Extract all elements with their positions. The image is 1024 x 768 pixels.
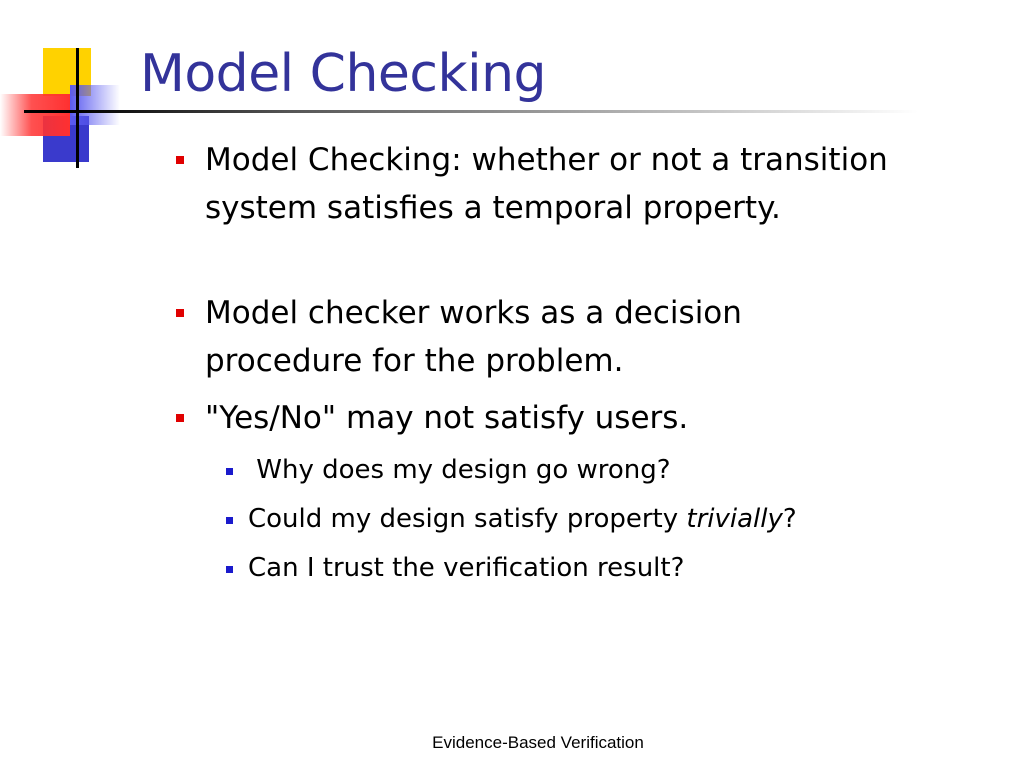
sub-bullet-text: Can I trust the verification result?	[248, 553, 685, 583]
square-bullet-icon	[176, 156, 184, 164]
emphasis-text: trivially	[686, 504, 783, 534]
slide-title: Model Checking	[140, 44, 547, 104]
square-bullet-icon	[226, 468, 233, 475]
bullet-text: Model checker works as a decision procedure for the problem.	[205, 295, 742, 379]
bullet-text: Model Checking: whether or not a transition system satisfies a temporal property.	[205, 142, 888, 226]
slide-footer: Evidence-Based Verification	[432, 733, 644, 752]
sub-bullet-text	[248, 499, 898, 539]
sub-bullet-text: Why does my design go wrong?	[248, 455, 671, 485]
square-bullet-icon	[176, 414, 184, 422]
sub-bullet-text-end: ?	[782, 504, 797, 534]
sub-bullet-text-plain: Could my design satisfy property	[248, 504, 687, 534]
square-bullet-icon	[176, 309, 184, 317]
square-bullet-icon	[226, 566, 233, 573]
square-bullet-icon	[226, 517, 233, 524]
bullet-text: "Yes/No" may not satisfy users.	[205, 400, 689, 436]
